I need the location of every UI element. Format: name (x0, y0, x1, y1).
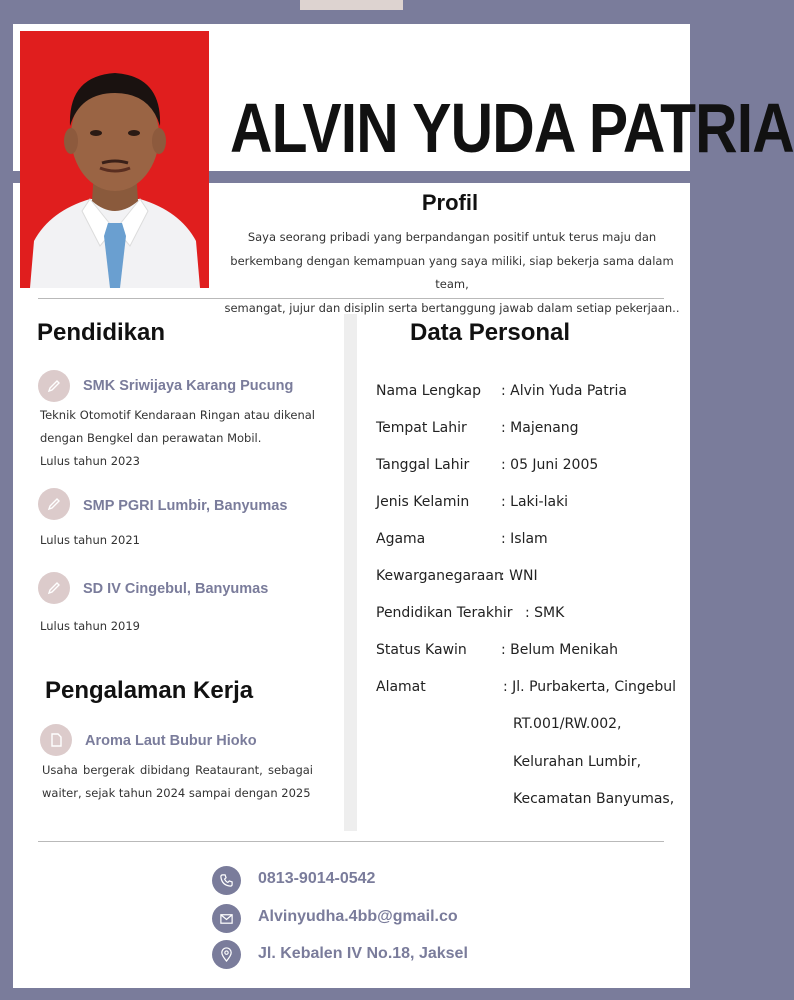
edu-year: Lulus tahun 2023 (40, 454, 140, 468)
personal-label: Tempat Lahir (376, 420, 467, 436)
personal-value: : Belum Menikah (501, 642, 619, 658)
email-icon (212, 904, 241, 933)
data-personal-title: Data Personal (410, 319, 571, 346)
experience-description: Usaha bergerak dibidang Reataurant, sebagai waiter, sejak tahun 2024 sampai dengan 2025 (42, 763, 313, 800)
edu-school-name: SMK Sriwijaya Karang Pucung (83, 378, 294, 394)
document-icon (40, 724, 72, 756)
personal-label: Agama (376, 531, 426, 547)
address-line: Kecamatan Banyumas, (513, 791, 675, 807)
personal-label: Kewarganegaraan (376, 568, 503, 584)
edu-year: Lulus tahun 2019 (40, 619, 140, 633)
location-pin-icon (212, 940, 241, 969)
personal-value: : WNI (500, 568, 538, 584)
phone-icon (212, 866, 241, 895)
personal-label: Pendidikan Terakhir (376, 605, 513, 621)
profile-photo (20, 31, 209, 288)
contact-address: Jl. Kebalen IV No.18, Jaksel (258, 945, 468, 962)
personal-label: Nama Lengkap (376, 383, 481, 399)
full-name-heading: ALVIN YUDA PATRIA (230, 89, 794, 167)
personal-value: : Alvin Yuda Patria (501, 383, 627, 399)
divider-bottom (38, 841, 664, 842)
personal-value: : Islam (501, 531, 548, 547)
divider-top (38, 298, 664, 299)
personal-value: : 05 Juni 2005 (501, 457, 599, 473)
personal-value: : Jl. Purbakerta, Cingebul (503, 679, 677, 695)
personal-value: : Laki-laki (501, 494, 569, 510)
edu-school-name: SD IV Cingebul, Banyumas (83, 581, 269, 597)
pengalaman-title: Pengalaman Kerja (45, 677, 254, 704)
profil-text (222, 226, 682, 320)
edu-year: Lulus tahun 2021 (40, 533, 140, 547)
personal-label: Jenis Kelamin (376, 494, 470, 510)
edu-school-name: SMP PGRI Lumbir, Banyumas (83, 498, 288, 514)
pencil-icon (38, 488, 70, 520)
personal-value: : Majenang (501, 420, 579, 436)
profil-line: Saya seorang pribadi yang berpandangan positif untuk terus maju dan (247, 230, 657, 244)
address-line: Kelurahan Lumbir, (513, 754, 642, 770)
top-tab (300, 0, 403, 10)
personal-label: Tanggal Lahir (376, 457, 470, 473)
profil-line: berkembang dengan kemampuan yang saya miliki, siap bekerja sama dalam team, (230, 253, 674, 291)
column-divider (344, 314, 357, 831)
profil-line: semangat, jujur dan disiplin serta bertanggung jawab dalam setiap pekerjaan.. (224, 300, 680, 315)
personal-label: Status Kawin (376, 642, 467, 658)
company-name: Aroma Laut Bubur Hioko (85, 733, 257, 749)
pendidikan-title: Pendidikan (37, 319, 166, 346)
pencil-icon (38, 572, 70, 604)
personal-label: Alamat (376, 679, 426, 695)
contact-phone: 0813-9014-0542 (258, 870, 376, 887)
pencil-icon (38, 370, 70, 402)
contact-email: Alvinyudha.4bb@gmail.co (258, 908, 458, 925)
address-line: RT.001/RW.002, (513, 716, 622, 732)
profil-title: Profil (421, 190, 479, 215)
edu-description: Teknik Otomotif Kendaraan Ringan atau dikenal dengan Bengkel dan perawatan Mobil. (40, 408, 315, 445)
personal-value: : SMK (525, 605, 565, 621)
